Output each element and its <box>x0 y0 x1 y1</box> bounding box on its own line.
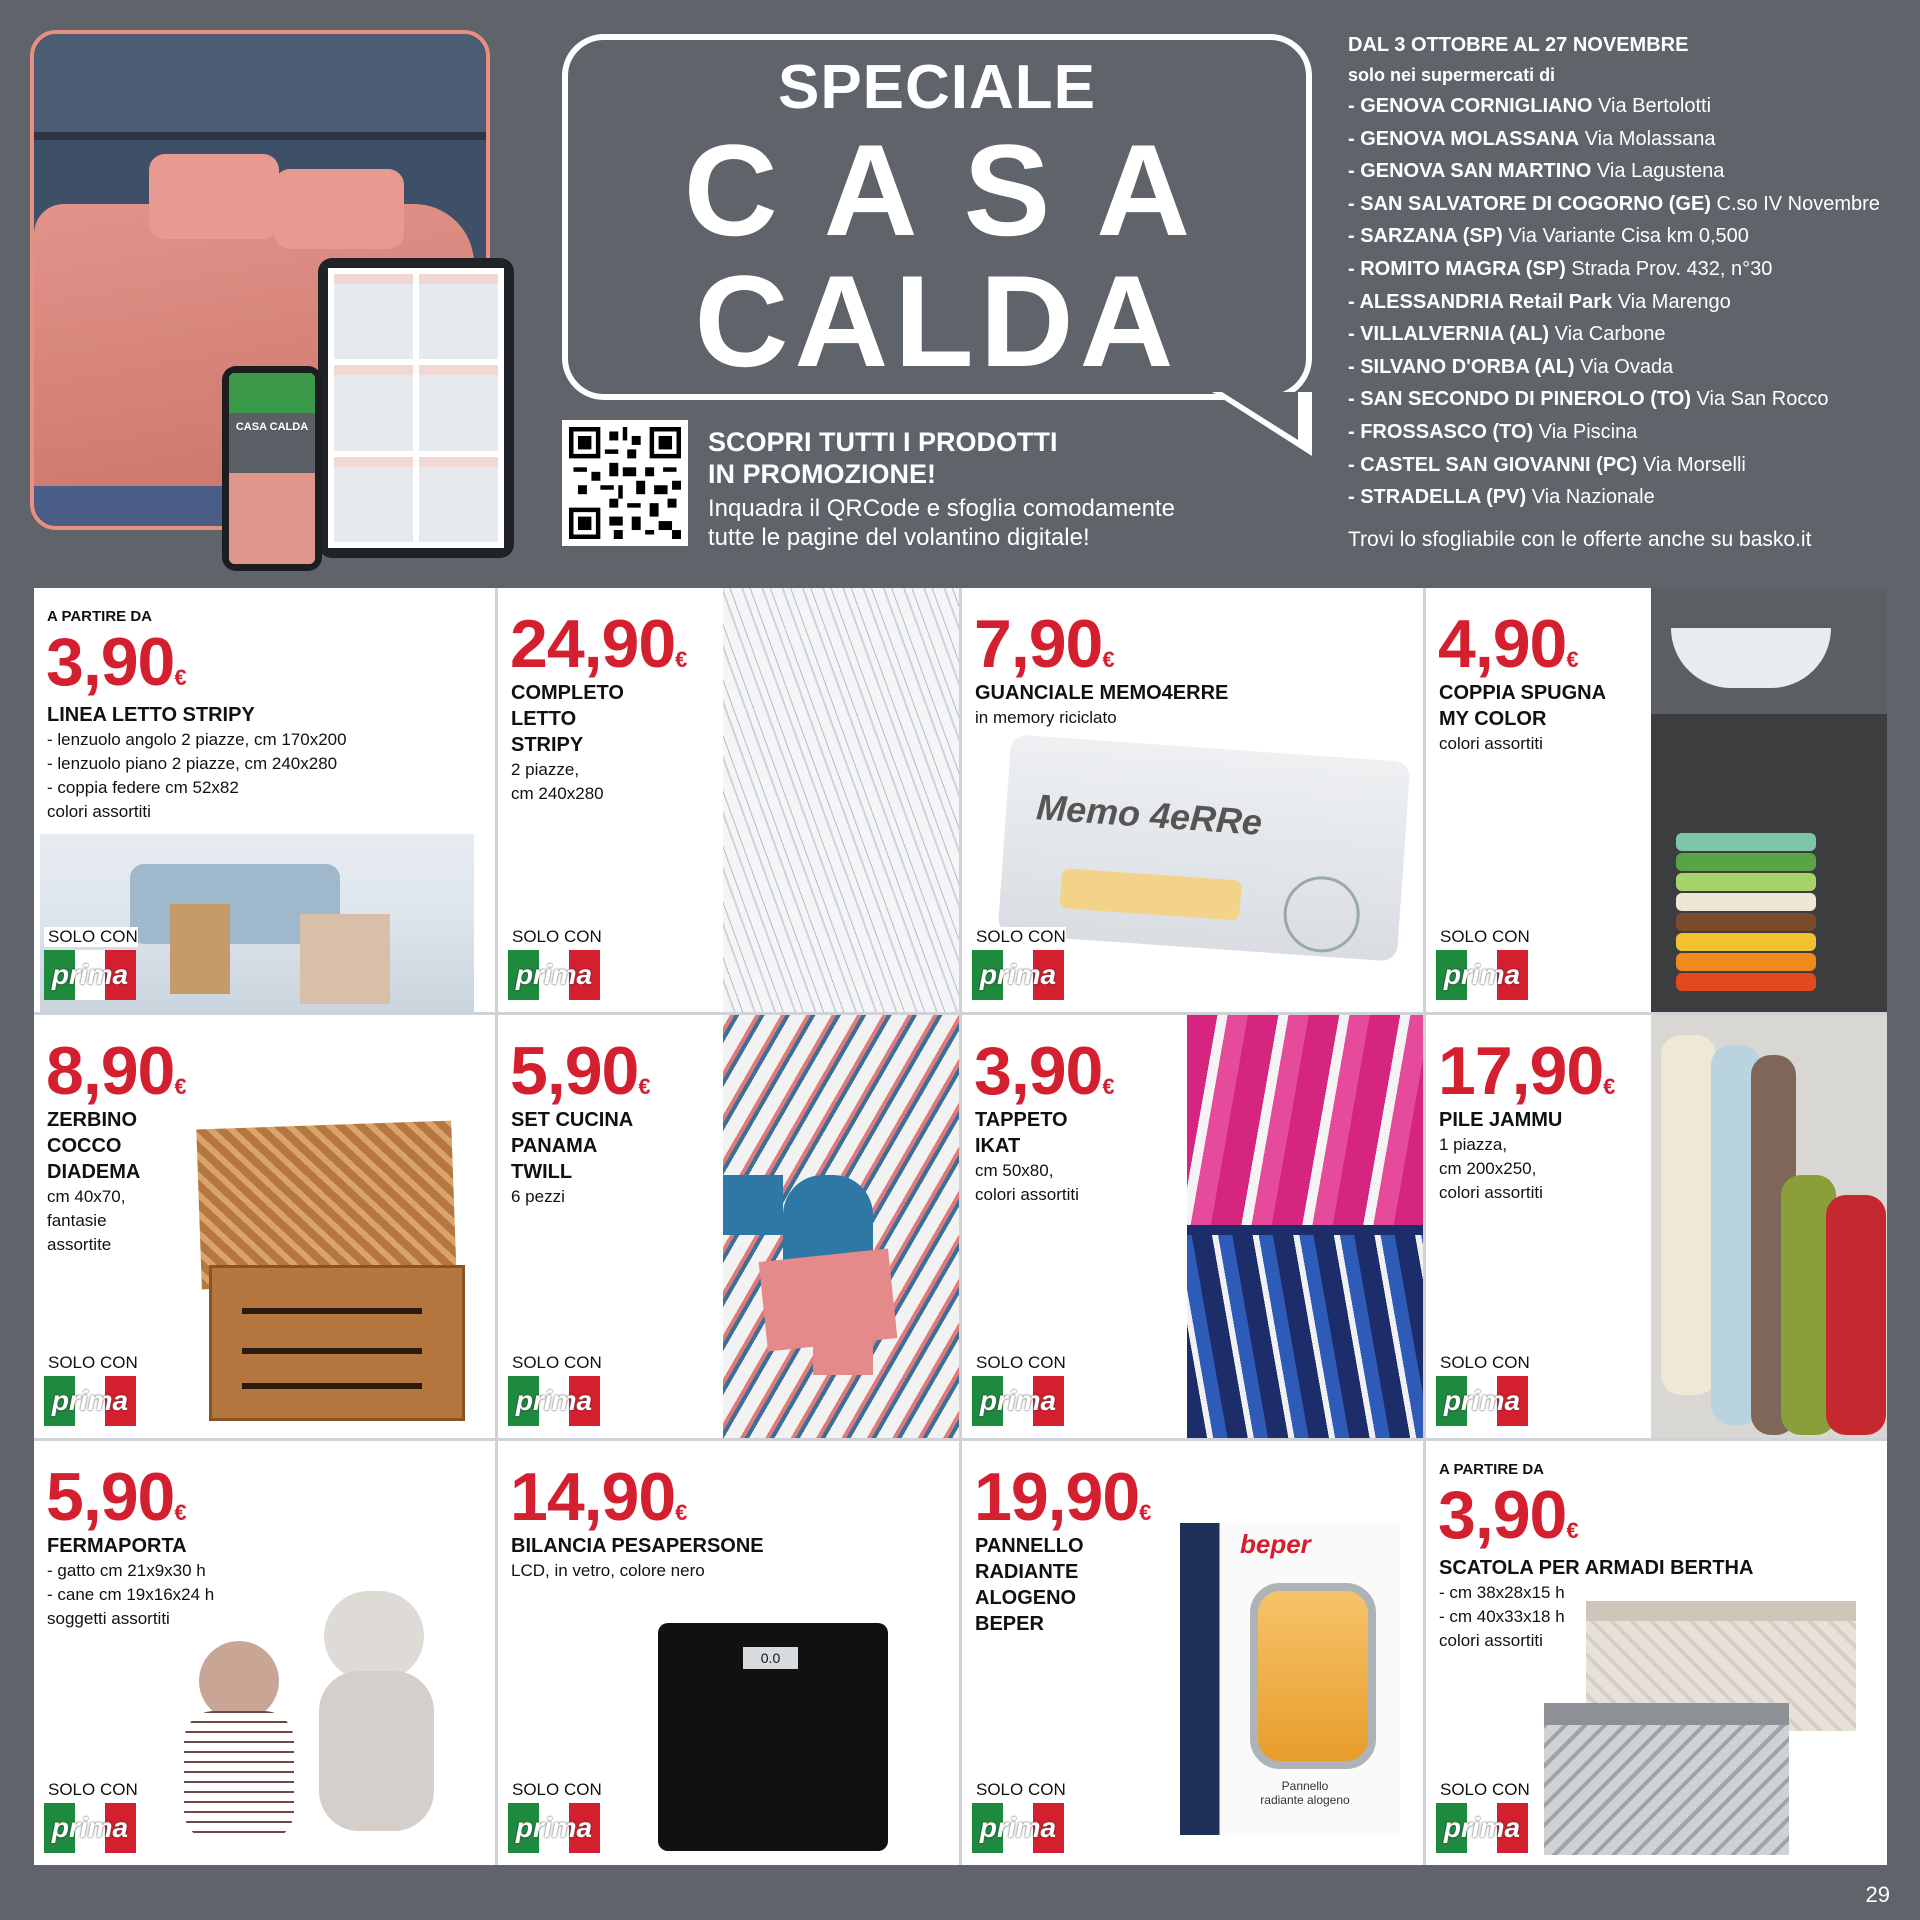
pillow-package-text: Memo 4eRRe <box>1035 786 1264 843</box>
product-card[interactable] <box>962 1015 1423 1439</box>
product-description: - lenzuolo angolo 2 piazze, cm 170x200 - lenzuolo piano 2 piazze, cm 240x280 - coppia federe cm 52x82 colori assortiti <box>47 730 347 821</box>
store-item <box>1348 123 1908 156</box>
prima-card-badge: SOLO CON prima <box>44 1780 138 1853</box>
bedroom-shelf <box>34 132 486 140</box>
store-item <box>1348 416 1908 449</box>
prima-card-badge: SOLO CON prima <box>972 927 1066 1000</box>
qr-code[interactable] <box>562 420 688 546</box>
grey-storage-box-image <box>1544 1703 1789 1855</box>
page-number: 29 <box>1865 1882 1890 1907</box>
store-name: - SAN SALVATORE DI COGORNO (GE) <box>1348 192 1711 215</box>
store-street: Via Variante Cisa km 0,500 <box>1508 225 1749 248</box>
prima-card-badge: SOLO CON prima <box>44 927 138 1000</box>
promo-text: Inquadra il QRCode e sfoglia comodamente tutte le pagine del volantino digitale! <box>708 495 1175 551</box>
store-item <box>1348 383 1908 416</box>
store-item <box>1348 481 1908 514</box>
heater-box-text: Pannello radiante alogeno <box>1260 1779 1350 1808</box>
product-name: COPPIA SPUGNA MY COLOR <box>1439 682 1607 730</box>
striped-bedsheet-image <box>723 588 959 1012</box>
ikat-rug-image <box>1187 1015 1423 1439</box>
tablet-product <box>334 274 413 359</box>
phone-flyer-image <box>222 366 322 571</box>
store-item <box>1348 449 1908 482</box>
product-card[interactable] <box>34 1441 495 1865</box>
phone-header <box>229 373 315 413</box>
title-calda: CALDA <box>694 248 1180 394</box>
prima-card-badge: SOLO CON prima <box>508 927 602 1000</box>
store-street: Via Piscina <box>1538 420 1638 443</box>
towel-stack-image <box>1651 588 1887 1012</box>
store-street: Via Carbone <box>1554 323 1666 346</box>
dog-doorstop-image <box>174 1641 304 1841</box>
product-name: PILE JAMMU <box>1439 1108 1563 1131</box>
prima-card-badge: SOLO CON prima <box>1436 1353 1530 1426</box>
store-name: - SILVANO D'ORBA (AL) <box>1348 355 1575 378</box>
product-grid <box>34 588 1887 1865</box>
tablet-product <box>419 365 498 450</box>
prima-card-badge: SOLO CON prima <box>1436 927 1530 1000</box>
store-street: Via Morselli <box>1642 453 1746 476</box>
prima-card-badge: SOLO CON prima <box>972 1780 1066 1853</box>
store-list-panel <box>1348 30 1908 552</box>
fleece-blankets-image <box>1651 1015 1887 1439</box>
product-name: GUANCIALE MEMO4ERRE <box>975 682 1229 704</box>
product-description: LCD, in vetro, colore nero <box>511 1561 705 1581</box>
store-name: - ALESSANDRIA Retail Park <box>1348 290 1613 313</box>
store-name: - ROMITO MAGRA (SP) <box>1348 257 1566 280</box>
product-price: 24,90€ <box>510 606 687 682</box>
store-street: C.so IV Novembre <box>1716 192 1880 215</box>
store-street: Via Molassana <box>1584 127 1716 150</box>
product-description: - gatto cm 21x9x30 h - cane cm 19x16x24 h soggetti assortiti <box>47 1561 215 1629</box>
product-description: - cm 38x28x15 h - cm 40x33x18 h colori assortiti <box>1439 1583 1565 1651</box>
offer-dates: DAL 3 OTTOBRE AL 27 NOVEMBRE <box>1348 34 1689 56</box>
store-street: Via Bertolotti <box>1598 95 1712 117</box>
product-price: 3,90€ <box>974 1032 1114 1109</box>
tablet-product <box>419 274 498 359</box>
product-name: FERMAPORTA <box>47 1535 187 1558</box>
store-list <box>1348 90 1908 514</box>
cat-doorstop-image <box>314 1591 444 1831</box>
product-card[interactable] <box>1426 1441 1887 1865</box>
store-item <box>1348 90 1908 123</box>
heater-brand-logo: beper <box>1240 1529 1311 1560</box>
product-price: 4,90€ <box>1438 606 1578 682</box>
store-name: - SARZANA (SP) <box>1348 225 1503 248</box>
store-street: Via Marengo <box>1617 290 1731 313</box>
product-name: SET CUCINA PANAMA TWILL <box>511 1108 634 1183</box>
doormat-keys-image <box>209 1265 465 1421</box>
product-name: TAPPETO IKAT <box>975 1108 1068 1157</box>
tablet-product <box>334 365 413 450</box>
product-description: cm 50x80, colori assortiti <box>975 1160 1079 1204</box>
product-price: 3,90€ <box>1438 1477 1578 1554</box>
store-item <box>1348 318 1908 351</box>
product-name: COMPLETO LETTO STRIPY <box>511 682 624 756</box>
prima-card-badge: SOLO CON prima <box>44 1353 138 1426</box>
promo-heading: SCOPRI TUTTI I PRODOTTI IN PROMOZIONE! <box>708 427 1058 489</box>
title-casa: CASA <box>683 117 1237 263</box>
speech-bubble-tail-inner <box>1222 392 1298 440</box>
product-price: 19,90€ <box>974 1459 1151 1536</box>
store-name: - FROSSASCO (TO) <box>1348 420 1534 443</box>
phone-bed-image <box>229 473 315 564</box>
product-price: 3,90€ <box>46 624 186 700</box>
price-prefix: A PARTIRE DA <box>47 608 152 625</box>
store-street: Via Ovada <box>1580 355 1674 378</box>
store-name: - GENOVA CORNIGLIANO <box>1348 95 1593 117</box>
store-item <box>1348 155 1908 188</box>
product-description: 6 pezzi <box>511 1186 565 1206</box>
product-name: BILANCIA PESAPERSONE <box>511 1535 764 1558</box>
kitchen-textiles-image <box>723 1015 959 1439</box>
product-price: 17,90€ <box>1438 1032 1615 1109</box>
prima-card-badge: SOLO CON prima <box>972 1353 1066 1426</box>
heater-box-image <box>1180 1523 1400 1835</box>
bedroom-wall <box>34 34 486 144</box>
tablet-flyer-image <box>318 258 514 558</box>
store-item <box>1348 253 1908 286</box>
store-item <box>1348 286 1908 319</box>
qr-code-icon <box>569 427 681 539</box>
bed-pillow <box>149 154 279 239</box>
store-item <box>1348 351 1908 384</box>
store-item <box>1348 188 1908 221</box>
product-price: 5,90€ <box>46 1459 186 1536</box>
product-price: 8,90€ <box>46 1032 186 1109</box>
product-name: ZERBINO COCCO DIADEMA <box>47 1108 141 1183</box>
product-name: SCATOLA PER ARMADI BERTHA <box>1439 1557 1754 1580</box>
product-description: colori assortiti <box>1439 734 1543 753</box>
phone-title: CASA CALDA <box>229 413 315 473</box>
store-item <box>1348 220 1908 253</box>
product-card[interactable] <box>498 588 959 1012</box>
product-description: 1 piazza, cm 200x250, colori assortiti <box>1439 1134 1543 1202</box>
product-description: cm 40x70, fantasie assortite <box>47 1186 126 1254</box>
product-card[interactable] <box>1426 588 1887 1012</box>
store-name: - GENOVA SAN MARTINO <box>1348 160 1592 183</box>
store-footer-note: Trovi lo sfogliabile con le offerte anche su basko.it <box>1348 527 1812 551</box>
product-card[interactable] <box>498 1441 959 1865</box>
scale-display: 0.0 <box>743 1647 798 1669</box>
product-card[interactable] <box>498 1015 959 1439</box>
prima-card-badge: SOLO CON prima <box>1436 1780 1530 1853</box>
store-name: - CASTEL SAN GIOVANNI (PC) <box>1348 453 1638 476</box>
product-card[interactable] <box>34 588 495 1012</box>
store-name: - GENOVA MOLASSANA <box>1348 127 1580 150</box>
product-price: 7,90€ <box>974 606 1114 682</box>
store-street: Via Lagustena <box>1596 160 1725 183</box>
product-description: in memory riciclato <box>975 708 1117 727</box>
tablet-product <box>419 457 498 542</box>
store-street: Strada Prov. 432, n°30 <box>1571 257 1773 280</box>
store-name: - STRADELLA (PV) <box>1348 486 1527 509</box>
store-name: - VILLALVERNIA (AL) <box>1348 323 1550 346</box>
product-card[interactable] <box>34 1015 495 1439</box>
stores-intro: solo nei supermercati di <box>1348 65 1556 85</box>
store-street: Via San Rocco <box>1696 388 1829 411</box>
product-name: PANNELLO RADIANTE ALOGENO BEPER <box>975 1535 1084 1636</box>
prima-card-badge: SOLO CON prima <box>508 1780 602 1853</box>
prima-card-badge: SOLO CON prima <box>508 1353 602 1426</box>
product-card[interactable] <box>962 1441 1423 1865</box>
price-prefix: A PARTIRE DA <box>1439 1461 1544 1479</box>
store-name: - SAN SECONDO DI PINEROLO (TO) <box>1348 388 1691 411</box>
product-card[interactable] <box>1426 1015 1887 1439</box>
product-card[interactable] <box>962 588 1423 1012</box>
store-street: Via Nazionale <box>1531 486 1655 509</box>
tablet-product <box>334 457 413 542</box>
product-description: 2 piazze, cm 240x280 <box>511 760 604 803</box>
title-speciale: SPECIALE <box>777 53 1097 122</box>
product-price: 14,90€ <box>510 1459 687 1536</box>
bathroom-scale-image <box>658 1623 888 1851</box>
product-name: LINEA LETTO STRIPY <box>47 704 255 726</box>
bed-pillow <box>274 169 404 249</box>
product-price: 5,90€ <box>510 1032 650 1109</box>
